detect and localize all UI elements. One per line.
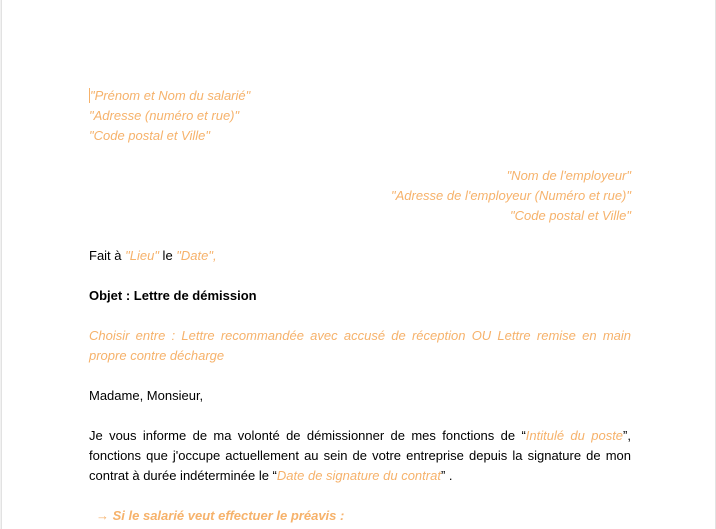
body-text-2: ”, fonctions que j'occupe actuellement au sein de votre entreprise depuis la signature de mon contrat à durée indéterminée le “: [89, 428, 631, 483]
place-prefix: Fait à: [89, 248, 126, 263]
greeting: Madame, Monsieur,: [89, 388, 204, 403]
delivery-note: Choisir entre : Lettre recommandée avec accusé de réception OU Lettre remise en main propre contre décharge: [89, 328, 631, 363]
job-title-placeholder: Intitulé du poste: [525, 428, 624, 443]
contract-date-placeholder: Date de signature du contrat: [276, 468, 441, 483]
place-placeholder: "Lieu": [125, 248, 159, 263]
notice-heading: → Si le salarié veut effectuer le préavis :: [96, 508, 345, 523]
subject-line: Objet : Lettre de démission: [89, 288, 257, 303]
document-page: [1, 0, 716, 529]
body-text-1: Je vous informe de ma volonté de démissionner de mes fonctions de “: [89, 428, 526, 443]
sender-name[interactable]: [89, 86, 631, 106]
sender-city: "Code postal et Ville": [89, 128, 211, 143]
employer-city: "Code postal et Ville": [509, 208, 631, 223]
date-prefix: le: [158, 248, 177, 263]
employer-address: "Adresse de l'employeur (Numéro et rue)": [390, 188, 631, 203]
letter-body[interactable]: [89, 86, 631, 526]
sender-address: "Adresse (numéro et rue)": [89, 108, 240, 123]
body-paragraph: [89, 426, 631, 486]
sender-name-text: "Prénom et Nom du salarié": [90, 88, 251, 103]
place-date-line: [89, 246, 631, 266]
body-text-3: ” .: [440, 468, 453, 483]
date-placeholder: "Date",: [176, 248, 217, 263]
employer-name: "Nom de l'employeur": [506, 168, 631, 183]
